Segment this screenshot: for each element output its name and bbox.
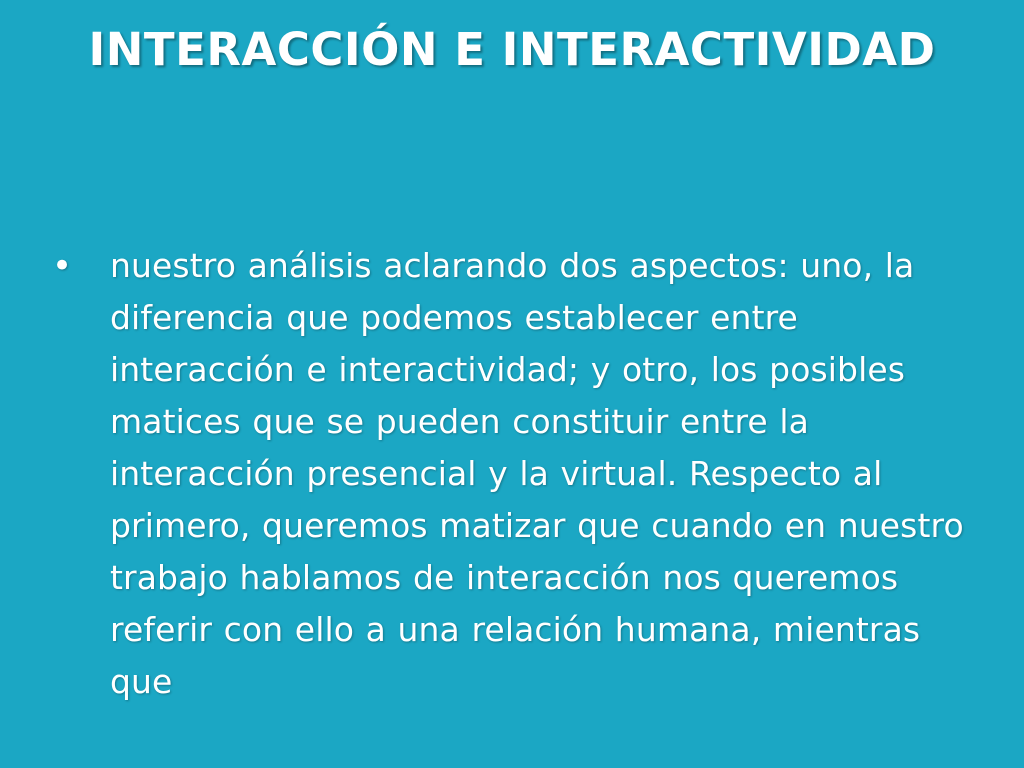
list-item (52, 240, 968, 708)
bullet-icon: • (52, 246, 73, 286)
slide-body (52, 240, 968, 708)
bullet-text: nuestro análisis aclarando dos aspectos: uno, la diferencia que podemos establecer entre interacción e interactividad; y otro, los posibles matices que se pueden constituir entre la interacción presencial y la virtual. Respecto al primero, queremos matizar que cuando en nuestro trabajo hablamos de interacción nos queremos referir con ello a una relación humana, mientras que (110, 246, 964, 701)
page-title: INTERACCIÓN E INTERACTIVIDAD (88, 23, 936, 76)
